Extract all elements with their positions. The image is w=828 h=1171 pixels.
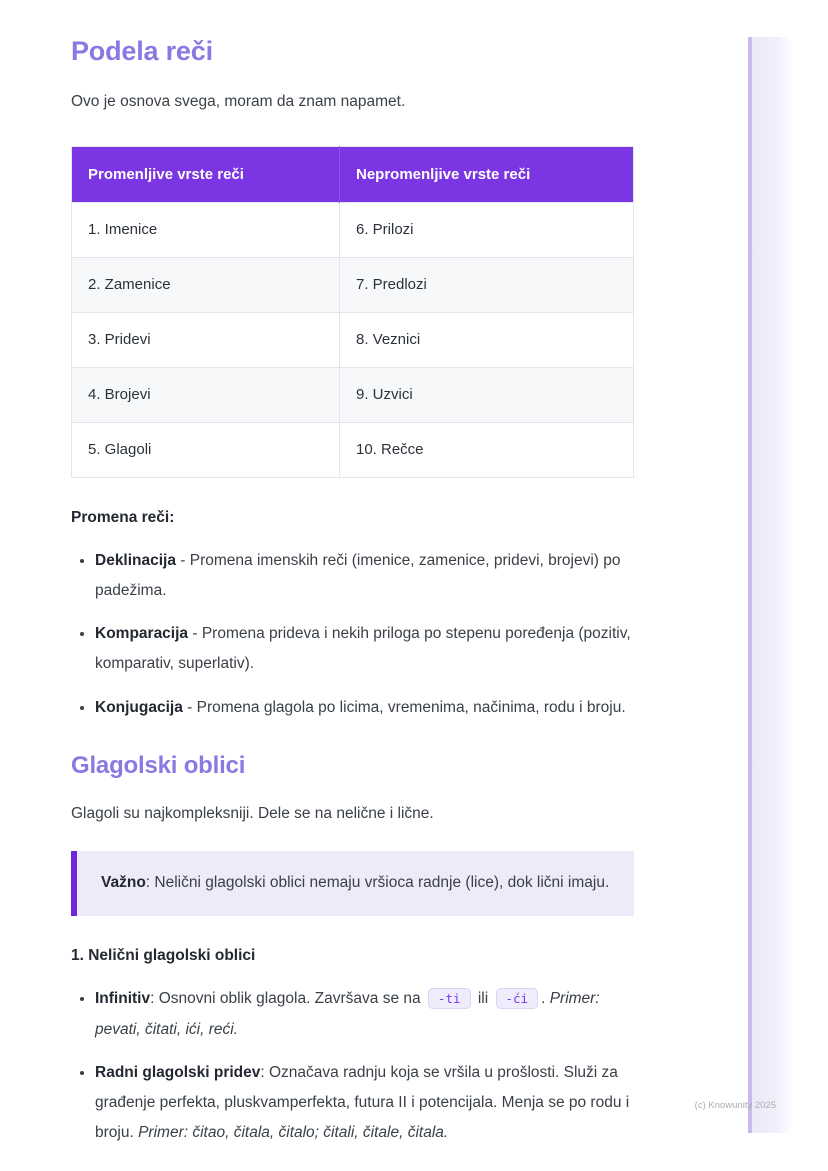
table-cell: 10. Rečce — [339, 422, 633, 477]
vazno-callout — [71, 851, 634, 916]
callout-term: Važno — [101, 874, 146, 892]
heading-glagolski-oblici: Glagolski oblici — [71, 751, 246, 779]
list-item-text: ili — [477, 990, 489, 1008]
table-header-row — [72, 146, 634, 202]
nelicni-subheading: 1. Nelični glagolski oblici — [71, 947, 256, 965]
table-cell: 7. Predlozi — [339, 257, 633, 312]
list-item-text: - Promena glagola po licima, vremenima, načinima, rodu i broju. — [182, 698, 626, 716]
intro-paragraph: Ovo je osnova svega, moram da znam napamet. — [71, 93, 406, 111]
list-item-text: . — [541, 990, 550, 1008]
table-row — [72, 367, 634, 422]
heading-podela-reci: Podela reči — [71, 36, 213, 66]
table-row — [72, 312, 634, 367]
table-cell: 9. Uzvici — [339, 367, 633, 422]
list-item-text: : Osnovni oblik glagola. Završava se na — [150, 990, 421, 1008]
list-item-komparacija — [95, 619, 634, 679]
example-text: Primer: pevati, čitati, ići, reći. — [95, 990, 600, 1038]
table-header-promenljive: Promenljive vrste reči — [72, 146, 340, 202]
list-item-radni-pridev — [95, 1058, 634, 1149]
table-cell: 2. Zamenice — [72, 257, 340, 312]
example-text: Primer: čitao, čitala, čitalo; čitali, čitale, čitala. — [138, 1124, 449, 1142]
glagolski-intro-paragraph: Glagoli su najkompleksniji. Dele se na nelične i lične. — [71, 805, 434, 823]
term-konjugacija: Konjugacija — [95, 698, 183, 716]
promena-reci-heading: Promena reči: — [71, 508, 175, 526]
table-header-nepromenljive: Nepromenljive vrste reči — [339, 146, 633, 202]
term-deklinacija: Deklinacija — [95, 551, 176, 569]
term-radni-pridev: Radni glagolski pridev — [95, 1063, 261, 1081]
list-item-infinitiv — [95, 984, 634, 1044]
list-item-text: - Promena prideva i nekih priloga po stepenu poređenja (pozitiv, komparativ, superlativ). — [95, 625, 631, 673]
table-cell: 3. Pridevi — [72, 312, 340, 367]
promena-bullet-list — [71, 546, 634, 723]
table-row — [72, 257, 634, 312]
page-edge-strip — [748, 37, 792, 1133]
table-cell: 4. Brojevi — [72, 367, 340, 422]
code-chip-ci: -ći — [496, 988, 539, 1009]
table-cell: 1. Imenice — [72, 202, 340, 257]
code-chip-ti: -ti — [428, 988, 471, 1009]
table-cell: 6. Prilozi — [339, 202, 633, 257]
callout-text: : Nelični glagolski oblici nemaju vršioca radnje (lice), dok lični imaju. — [145, 874, 610, 892]
table-row — [72, 422, 634, 477]
list-item-text: - Promena imenskih reči (imenice, zamenice, pridevi, brojevi) po padežima. — [95, 551, 621, 599]
list-item-konjugacija — [95, 693, 634, 723]
term-komparacija: Komparacija — [95, 625, 189, 643]
table-cell: 5. Glagoli — [72, 422, 340, 477]
term-infinitiv: Infinitiv — [95, 990, 151, 1008]
list-item-text: : Označava radnju koja se vršila u prošlosti. Služi za građenje perfekta, pluskvamperfekta, futura II i potencijala. Menja se po rodu i broju. — [95, 1063, 630, 1142]
table-row — [72, 202, 634, 257]
table-cell: 8. Veznici — [339, 312, 633, 367]
nelicni-bullet-list — [71, 984, 634, 1148]
footer-copyright: (c) Knowunity 2025 — [694, 1100, 776, 1111]
word-types-table — [71, 146, 634, 478]
list-item-deklinacija — [95, 546, 634, 606]
document-content — [71, 0, 634, 1148]
